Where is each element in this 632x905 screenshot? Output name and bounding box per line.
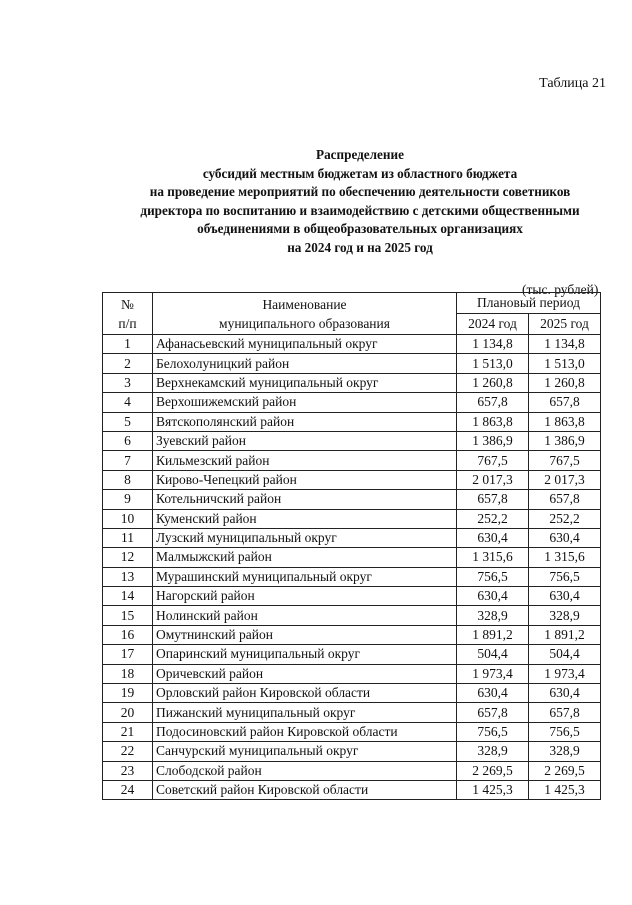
table-row xyxy=(103,528,601,547)
row-number-cell: 13 xyxy=(103,567,153,586)
value-2024-cell: 1 425,3 xyxy=(457,780,529,799)
value-2025-cell: 657,8 xyxy=(529,490,601,509)
row-number-cell: 8 xyxy=(103,470,153,489)
row-number-cell: 15 xyxy=(103,606,153,625)
table-row xyxy=(103,625,601,644)
municipality-name-cell: Белохолуницкий район xyxy=(153,354,457,373)
municipality-name-cell: Санчурский муниципальный округ xyxy=(153,742,457,761)
value-2024-cell: 630,4 xyxy=(457,587,529,606)
row-number-cell: 21 xyxy=(103,722,153,741)
municipality-name-cell: Оричевский район xyxy=(153,664,457,683)
value-2025-cell: 1 513,0 xyxy=(529,354,601,373)
row-number-cell: 23 xyxy=(103,761,153,780)
municipality-name-cell: Слободской район xyxy=(153,761,457,780)
table-row xyxy=(103,373,601,392)
row-number-cell: 17 xyxy=(103,645,153,664)
title-line: субсидий местным бюджетам из областного бюджета xyxy=(202,165,518,181)
title-line: объединениями в общеобразовательных организациях xyxy=(197,221,523,236)
municipality-name-cell: Куменский район xyxy=(153,509,457,528)
table-row xyxy=(103,587,601,606)
value-2025-cell: 630,4 xyxy=(529,528,601,547)
value-2024-cell: 1 386,9 xyxy=(457,431,529,450)
municipality-name-cell: Котельничский район xyxy=(153,490,457,509)
value-2024-cell: 767,5 xyxy=(457,451,529,470)
value-2025-cell: 252,2 xyxy=(529,509,601,528)
municipality-name-cell: Лузский муниципальный округ xyxy=(153,528,457,547)
municipality-name-cell: Нолинский район xyxy=(153,606,457,625)
municipality-name-cell: Омутнинский район xyxy=(153,625,457,644)
municipality-name-cell: Афанасьевский муниципальный округ xyxy=(153,335,457,354)
table-row xyxy=(103,606,601,625)
table-row xyxy=(103,684,601,703)
table-row xyxy=(103,490,601,509)
row-number-cell: 1 xyxy=(103,335,153,354)
value-2025-cell: 328,9 xyxy=(529,742,601,761)
value-2025-cell: 1 973,4 xyxy=(529,664,601,683)
header-municipality-line: муниципального образования xyxy=(219,315,390,331)
row-number-cell: 12 xyxy=(103,548,153,567)
row-number-cell: 10 xyxy=(103,509,153,528)
value-2025-cell: 328,9 xyxy=(529,606,601,625)
row-number-cell: 18 xyxy=(103,664,153,683)
document-title xyxy=(60,146,632,257)
value-2024-cell: 1 260,8 xyxy=(457,373,529,392)
table-row xyxy=(103,335,601,354)
row-number-cell: 3 xyxy=(103,373,153,392)
value-2024-cell: 1 863,8 xyxy=(457,412,529,431)
table-row xyxy=(103,470,601,489)
value-2025-cell: 767,5 xyxy=(529,451,601,470)
header-municipality-line: Наименование xyxy=(262,296,347,312)
value-2024-cell: 1 513,0 xyxy=(457,354,529,373)
table-number-label: Таблица 21 xyxy=(539,76,606,91)
header-municipality xyxy=(153,293,457,335)
value-2024-cell: 1 315,6 xyxy=(457,548,529,567)
value-2024-cell: 2 017,3 xyxy=(457,470,529,489)
table-row xyxy=(103,431,601,450)
municipality-name-cell: Кильмезский район xyxy=(153,451,457,470)
municipality-name-cell: Подосиновский район Кировской области xyxy=(153,722,457,741)
table-row xyxy=(103,393,601,412)
value-2024-cell: 1 973,4 xyxy=(457,664,529,683)
municipality-name-cell: Пижанский муниципальный округ xyxy=(153,703,457,722)
value-2024-cell: 252,2 xyxy=(457,509,529,528)
value-2024-cell: 328,9 xyxy=(457,742,529,761)
row-number-cell: 6 xyxy=(103,431,153,450)
table-header xyxy=(103,293,601,335)
value-2025-cell: 756,5 xyxy=(529,567,601,586)
row-number-cell: 2 xyxy=(103,354,153,373)
value-2024-cell: 630,4 xyxy=(457,528,529,547)
municipality-name-cell: Верхошижемский район xyxy=(153,393,457,412)
row-number-cell: 5 xyxy=(103,412,153,431)
value-2025-cell: 1 863,8 xyxy=(529,412,601,431)
table-row xyxy=(103,548,601,567)
title-line: Распределение xyxy=(316,147,404,162)
title-line: на 2024 год и на 2025 год xyxy=(287,239,433,255)
header-year-2025: 2025 год xyxy=(529,314,601,335)
row-number-cell: 24 xyxy=(103,780,153,799)
municipality-name-cell: Верхнекамский муниципальный округ xyxy=(153,373,457,392)
header-planning-period: Плановый период xyxy=(457,293,601,314)
table-row xyxy=(103,742,601,761)
value-2024-cell: 756,5 xyxy=(457,722,529,741)
value-2025-cell: 756,5 xyxy=(529,722,601,741)
value-2025-cell: 1 134,8 xyxy=(529,335,601,354)
table-row xyxy=(103,412,601,431)
value-2024-cell: 504,4 xyxy=(457,645,529,664)
table-body xyxy=(103,335,601,800)
municipality-name-cell: Нагорский район xyxy=(153,587,457,606)
value-2025-cell: 504,4 xyxy=(529,645,601,664)
value-2024-cell: 630,4 xyxy=(457,684,529,703)
title-line: на проведение мероприятий по обеспечению деятельности советников xyxy=(149,184,571,199)
value-2024-cell: 756,5 xyxy=(457,567,529,586)
row-number-cell: 11 xyxy=(103,528,153,547)
municipality-name-cell: Зуевский район xyxy=(153,431,457,450)
value-2024-cell: 2 269,5 xyxy=(457,761,529,780)
header-year-2024: 2024 год xyxy=(457,314,529,335)
table-row xyxy=(103,645,601,664)
table-row xyxy=(103,761,601,780)
value-2024-cell: 328,9 xyxy=(457,606,529,625)
row-number-cell: 16 xyxy=(103,625,153,644)
table-row xyxy=(103,354,601,373)
row-number-cell: 7 xyxy=(103,451,153,470)
value-2024-cell: 657,8 xyxy=(457,703,529,722)
value-2025-cell: 630,4 xyxy=(529,684,601,703)
header-number xyxy=(103,293,153,335)
table-row xyxy=(103,567,601,586)
value-2025-cell: 657,8 xyxy=(529,703,601,722)
row-number-cell: 9 xyxy=(103,490,153,509)
row-number-cell: 4 xyxy=(103,393,153,412)
row-number-cell: 14 xyxy=(103,587,153,606)
value-2024-cell: 657,8 xyxy=(457,490,529,509)
header-number-line: № xyxy=(121,296,134,312)
municipality-name-cell: Мурашинский муниципальный округ xyxy=(153,567,457,586)
row-number-cell: 20 xyxy=(103,703,153,722)
value-2025-cell: 1 260,8 xyxy=(529,373,601,392)
value-2025-cell: 1 425,3 xyxy=(529,780,601,799)
row-number-cell: 19 xyxy=(103,684,153,703)
title-line: директора по воспитанию и взаимодействию с детскими общественными xyxy=(140,202,580,218)
value-2025-cell: 1 315,6 xyxy=(529,548,601,567)
table-row xyxy=(103,664,601,683)
value-2025-cell: 2 269,5 xyxy=(529,761,601,780)
municipality-name-cell: Вятскополянский район xyxy=(153,412,457,431)
table-row xyxy=(103,703,601,722)
row-number-cell: 22 xyxy=(103,742,153,761)
table-row xyxy=(103,509,601,528)
value-2024-cell: 1 134,8 xyxy=(457,335,529,354)
value-2025-cell: 1 891,2 xyxy=(529,625,601,644)
municipality-name-cell: Советский район Кировской области xyxy=(153,780,457,799)
units-label: (тыс. рублей) xyxy=(522,282,599,297)
table-row xyxy=(103,780,601,799)
header-number-line: п/п xyxy=(118,315,137,331)
value-2025-cell: 657,8 xyxy=(529,393,601,412)
municipality-name-cell: Орловский район Кировской области xyxy=(153,684,457,703)
value-2025-cell: 630,4 xyxy=(529,587,601,606)
municipality-name-cell: Опаринский муниципальный округ xyxy=(153,645,457,664)
municipality-name-cell: Малмыжский район xyxy=(153,548,457,567)
value-2024-cell: 657,8 xyxy=(457,393,529,412)
municipality-name-cell: Кирово-Чепецкий район xyxy=(153,470,457,489)
subsidy-table xyxy=(102,292,601,800)
value-2025-cell: 2 017,3 xyxy=(529,470,601,489)
value-2025-cell: 1 386,9 xyxy=(529,431,601,450)
value-2024-cell: 1 891,2 xyxy=(457,625,529,644)
table-row xyxy=(103,451,601,470)
table-row xyxy=(103,722,601,741)
